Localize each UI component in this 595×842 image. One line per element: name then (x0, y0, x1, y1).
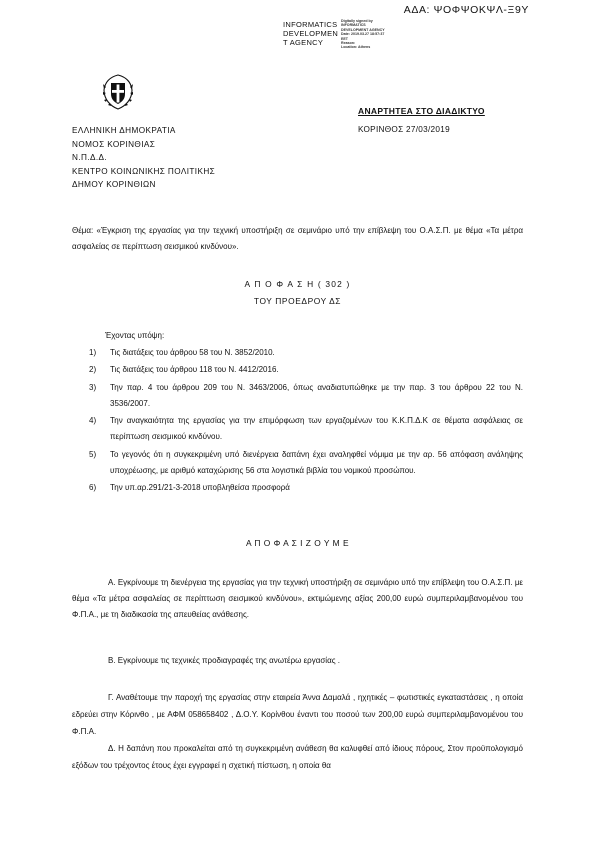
paragraph-b: Β. Εγκρίνουμε τις τεχνικές προδιαγραφές της ανωτέρω εργασίας . (108, 656, 340, 665)
header-line: Ν.Π.Δ.Δ. (72, 153, 108, 162)
list-item: 6) Την υπ.αρ.291/21-3-2018 υποβληθείσα προσφορά (89, 482, 290, 492)
list-item: 2) Τις διατάξεις του άρθρου 118 του Ν. 4412/2016. (89, 365, 279, 375)
list-item: 3) Την παρ. 4 του άρθρου 209 του Ν. 3463/2006, όπως αναδιατυπώθηκε με την παρ. 3 του άρθρου 22 του Ν. 3536/2007. (89, 382, 523, 408)
stamp-detail-line: INFORMATICS (341, 23, 366, 28)
decision-subtitle: ΤΟΥ ΠΡΟΕΔΡΟΥ ΔΣ (253, 296, 342, 306)
considering-heading: Έχοντας υπόψη: (105, 331, 165, 340)
greek-coat-of-arms-icon (98, 72, 138, 112)
stamp-detail-line: Digitally signed by (341, 19, 373, 23)
stamp-line: T AGENCY (283, 38, 324, 47)
stamp-detail-line: EET (341, 36, 348, 41)
we-decide-heading: Α Π Ο Φ Α Σ Ι Ζ Ο Υ Μ Ε (245, 538, 350, 548)
header-line: ΔΗΜΟΥ ΚΟΡΙΝΘΙΩΝ (72, 180, 156, 189)
paragraph-c: Γ. Αναθέτουμε την παροχή της εργασίας στην εταιρεία Άννα Δαμαλά , ηχητικές – φωτιστικές εγκαταστάσεις , η οποία εδρεύει στην Κόρινθο , με ΑΦΜ 058658402 , Δ.Ο.Υ. Κορίνθου έναντι του ποσού των 200,00 ευρώ συμπεριλαμβανομένου του Φ.Π.Α. (72, 693, 523, 736)
list-item: 5) Το γεγονός ότι η συγκεκριμένη υπό διενέργεια δαπάνη έχει αναληφθεί νόμιμα με την αρ. 56 απόφαση ανάληψης υποχρέωσης, με αριθμό καταχώρισης 56 στα λογιστικά βιβλία του νομικού προσώπου. (89, 449, 523, 475)
issuer-header (72, 124, 215, 192)
list-item: 1) Τις διατάξεις του άρθρου 58 του Ν. 3852/2010. (89, 348, 275, 357)
paragraph-a: Α. Εγκρίνουμε τη διενέργεια της εργασίας για την τεχνική υποστήριξη σε σεμινάριο υπό την επίβλεψη του Ο.Α.Σ.Π. με θέμα «Τα μέτρα ασφαλείας σε περίπτωση σεισμικού κινδύνου», εκτιμώμενης αξίας 200,00 ευρώ συμπεριλαμβανομένου του Φ.Π.Α., με τη διαδικασία της απευθείας ανάθεσης. (72, 578, 523, 619)
paragraph-d: Δ. Η δαπάνη που προκαλείται από τη συγκεκριμένη ανάθεση θα καλυφθεί από ίδιους πόρους, Στον προϋπολογισμό εξόδων του τρέχοντος έτους έχει εγγραφεί η σχετική πίστωση, η οποία θα (72, 744, 523, 770)
header-line: ΚΕΝΤΡΟ ΚΟΙΝΩΝΙΚΗΣ ΠΟΛΙΤΙΚΗΣ (72, 166, 216, 176)
signature-stamp-agency (283, 20, 338, 47)
decision-title: Α Π Ο Φ Α Σ Η ( 302 ) (244, 279, 351, 289)
document-ada-code: ΑΔΑ: ΨΟΦΨΟΚΨΛ-Ξ9Υ (403, 4, 529, 16)
subject-line: Θέμα: «Έγκριση της εργασίας για την τεχνική υποστήριξη σε σεμινάριο υπό την επίβλεψη του Ο.Α.Σ.Π. με θέμα «Τα μέτρα ασφαλείας σε περίπτωση σεισμικού κινδύνου». (72, 226, 523, 251)
stamp-detail-line: DEVELOPMENT AGENCY (341, 27, 385, 32)
considerations-list (89, 345, 523, 497)
publish-online-notice: ΑΝΑΡΤΗΤΕΑ ΣΤΟ ΔΙΑΔΙΚΤΥΟ (358, 106, 485, 116)
header-line: ΝΟΜΟΣ ΚΟΡΙΝΘΙΑΣ (72, 139, 156, 149)
stamp-detail-line: Date: 2019.03.27 18:57:37 (341, 32, 385, 37)
place-and-date: ΚΟΡΙΝΘΟΣ 27/03/2019 (358, 125, 450, 134)
stamp-detail-line: Location: Athens (341, 45, 371, 50)
list-item: 4) Την αναγκαιότητα της εργασίας για την επιμόρφωση των εργαζομένων του Κ.Κ.Π.Δ.Κ σε θέματα ασφάλειας σε περίπτωση σεισμικού κινδύνου. (89, 416, 523, 442)
header-line: ΕΛΛΗΝΙΚΗ ΔΗΜΟΚΡΑΤΙΑ (72, 126, 176, 135)
stamp-line: INFORMATICS (283, 20, 338, 29)
signature-stamp-details (341, 19, 385, 50)
stamp-detail-line: Reason: (341, 41, 356, 46)
stamp-line: DEVELOPMEN (283, 29, 339, 38)
